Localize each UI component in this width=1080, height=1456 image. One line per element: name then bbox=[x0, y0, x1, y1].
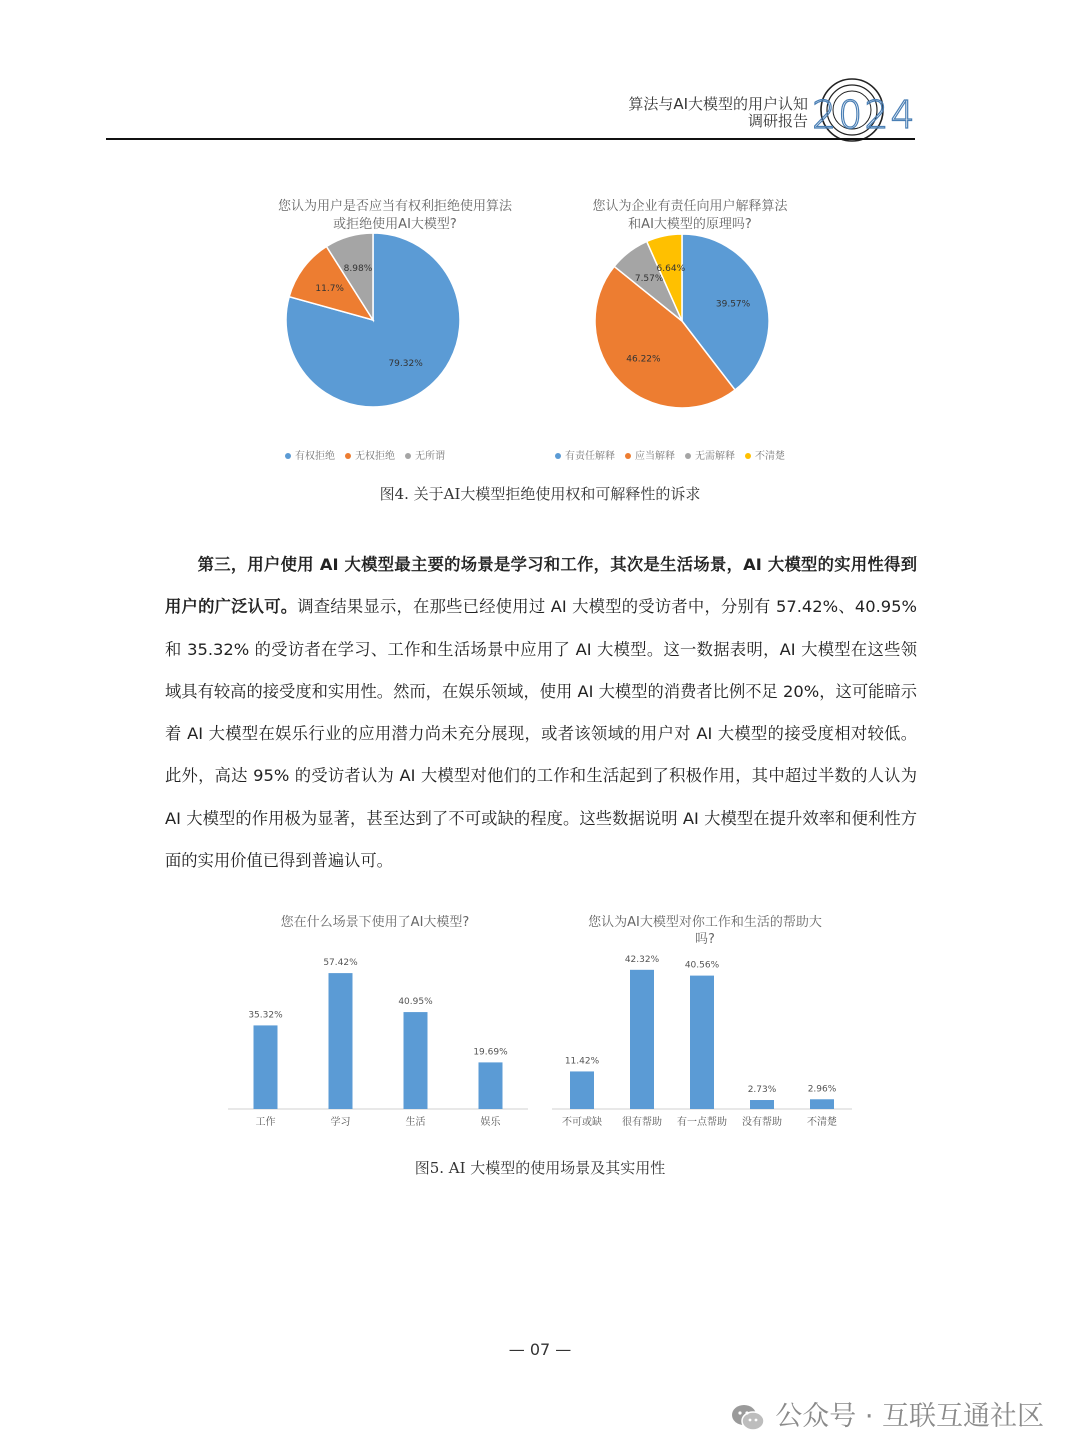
pie-0-legend-swatch-1 bbox=[345, 453, 351, 459]
pie-1-legend-item-1 bbox=[615, 451, 675, 462]
pie-0-slice-label-1: 11.7% bbox=[315, 283, 344, 294]
bar-2-bar-0 bbox=[254, 1025, 278, 1109]
pie-0-slice-label-0: 79.32% bbox=[388, 358, 423, 369]
body-paragraph bbox=[165, 544, 917, 882]
figure4-right-pie-chart bbox=[545, 190, 835, 465]
wechat-icon bbox=[731, 1403, 765, 1433]
pie-0-legend-swatch-0 bbox=[285, 453, 291, 459]
body-bold-lead: 第三，用户使用 AI 大模型最主要的场景是学习和工作，其次是生活场景，AI 大模型的实用性得到用户的广泛认可。 bbox=[165, 555, 917, 617]
year-logo bbox=[808, 78, 928, 144]
pie-1-slice-label-2: 7.57% bbox=[634, 274, 664, 285]
bar-2-value-label-2: 40.95% bbox=[398, 997, 433, 1008]
bar-3-value-label-4: 2.96% bbox=[807, 1084, 837, 1095]
bar-2-bar-2 bbox=[404, 1012, 428, 1109]
body-text: 调查结果显示，在那些已经使用过 AI 大模型的受访者中，分别有 57.42%、40.95% 和 35.32% 的受访者在学习、工作和生活场景中应用了 AI 大模型。这一数据表明，AI 大模型在这些领域具有较高的接受度和实用性。然而，在娱乐领域，使用 AI 大模型的消费者比例不足 20%，这可能暗示着 AI 大模型在娱乐行业的应用潜力尚未充分展现，或者该领域的用户对 AI 大模型的接受度相对较低。此外，高达 95% 的受访者认为 AI 大模型对他们的工作和生活起到了积极作用，其中超过半数的人认为 AI 大模型的作用极为显著，甚至达到了不可或缺的程度。这些数据说明 AI 大模型在提升效率和便利性方面的实用价值已得到普遍认可。 bbox=[165, 597, 917, 871]
pie-left-svg bbox=[255, 230, 535, 460]
report-header-title bbox=[628, 96, 808, 130]
pie-1-legend-label-1: 应当解释 bbox=[635, 451, 675, 462]
report-title-line2: 调研报告 bbox=[747, 112, 808, 130]
bar-2-category-label-3: 娱乐 bbox=[480, 1117, 501, 1128]
bar-right-svg bbox=[552, 950, 852, 1130]
pie-left-title: 您认为用户是否应当有权利拒绝使用算法 或拒绝使用AI大模型? bbox=[277, 199, 512, 232]
bar-3-value-label-2: 40.56% bbox=[684, 960, 720, 971]
pie-0-legend-label-1: 无权拒绝 bbox=[355, 451, 395, 462]
bar-2-value-label-1: 57.42% bbox=[323, 958, 358, 969]
pie-right-legend bbox=[545, 447, 785, 462]
pie-1-legend-label-3: 不清楚 bbox=[755, 451, 785, 462]
bar-3-bar-0 bbox=[570, 1071, 594, 1109]
report-title-line1: 算法与AI大模型的用户认知 bbox=[628, 95, 808, 113]
bar-2-bar-3 bbox=[479, 1062, 503, 1109]
pie-1-legend-label-2: 无需解释 bbox=[695, 451, 735, 462]
pie-1-slice-label-3: 6.64% bbox=[656, 264, 686, 275]
figure4-left-pie-chart bbox=[255, 190, 535, 465]
figure4-caption: 图4. 关于AI大模型拒绝使用权和可解释性的诉求 bbox=[379, 485, 701, 503]
bar-2-category-label-2: 生活 bbox=[405, 1117, 426, 1128]
bar-right-title: 您认为AI大模型对你工作和生活的帮助大 吗? bbox=[588, 915, 822, 947]
bar-3-bar-2 bbox=[690, 976, 714, 1109]
year-text: 2024 bbox=[812, 93, 917, 137]
pie-1-legend-item-3 bbox=[735, 451, 785, 462]
bar-3-category-label-3: 没有帮助 bbox=[742, 1117, 782, 1128]
pie-0-legend-item-1 bbox=[335, 451, 395, 462]
header-divider bbox=[106, 138, 915, 140]
page-number: — 07 — bbox=[508, 1340, 572, 1359]
bar-3-value-label-3: 2.73% bbox=[747, 1085, 777, 1096]
bar-3-bar-4 bbox=[810, 1099, 834, 1109]
pie-0-legend-label-2: 无所谓 bbox=[415, 451, 445, 462]
pie-1-legend-swatch-0 bbox=[555, 453, 561, 459]
pie-1-legend-item-2 bbox=[675, 451, 735, 462]
bar-3-bar-1 bbox=[630, 970, 654, 1109]
pie-0-legend-label-0: 有权拒绝 bbox=[295, 451, 335, 462]
watermark-text: 公众号 · 互联互通社区 bbox=[775, 1401, 1044, 1432]
bar-left-svg bbox=[228, 950, 528, 1130]
pie-1-legend-swatch-1 bbox=[625, 453, 631, 459]
pie-1-slice-label-0: 39.57% bbox=[715, 299, 751, 310]
bar-2-category-label-1: 学习 bbox=[330, 1117, 351, 1128]
bar-left-title: 您在什么场景下使用了AI大模型? bbox=[280, 915, 470, 930]
bar-3-category-label-0: 不可或缺 bbox=[562, 1117, 602, 1128]
pie-right-title: 您认为企业有责任向用户解释算法 和AI大模型的原理吗? bbox=[592, 199, 788, 232]
bar-3-category-label-1: 很有帮助 bbox=[622, 1117, 662, 1128]
pie-0-legend-item-2 bbox=[395, 451, 445, 462]
pie-1-legend-swatch-2 bbox=[685, 453, 691, 459]
pie-right-svg bbox=[545, 230, 835, 460]
bar-3-bar-3 bbox=[750, 1100, 774, 1109]
pie-1-legend-item-0 bbox=[545, 451, 615, 462]
pie-0-slice-label-2: 8.98% bbox=[343, 264, 373, 275]
bar-2-value-label-0: 35.32% bbox=[248, 1010, 283, 1021]
bar-3-value-label-1: 42.32% bbox=[624, 954, 660, 965]
bar-3-category-label-2: 有一点帮助 bbox=[677, 1117, 727, 1128]
pie-1-legend-label-0: 有责任解释 bbox=[565, 451, 615, 462]
pie-0-legend-swatch-2 bbox=[405, 453, 411, 459]
figure5-caption: 图5. AI 大模型的使用场景及其实用性 bbox=[414, 1159, 666, 1177]
bar-3-value-label-0: 11.42% bbox=[564, 1056, 600, 1067]
pie-left-legend bbox=[275, 447, 445, 462]
pie-1-slice-label-1: 46.22% bbox=[626, 354, 661, 365]
bar-2-bar-1 bbox=[329, 973, 353, 1109]
bar-3-category-label-4: 不清楚 bbox=[807, 1117, 837, 1128]
pie-1-legend-swatch-3 bbox=[745, 453, 751, 459]
bar-2-value-label-3: 19.69% bbox=[473, 1047, 508, 1058]
pie-0-legend-item-0 bbox=[275, 451, 335, 462]
bar-2-category-label-0: 工作 bbox=[255, 1117, 276, 1128]
watermark bbox=[731, 1394, 1044, 1433]
